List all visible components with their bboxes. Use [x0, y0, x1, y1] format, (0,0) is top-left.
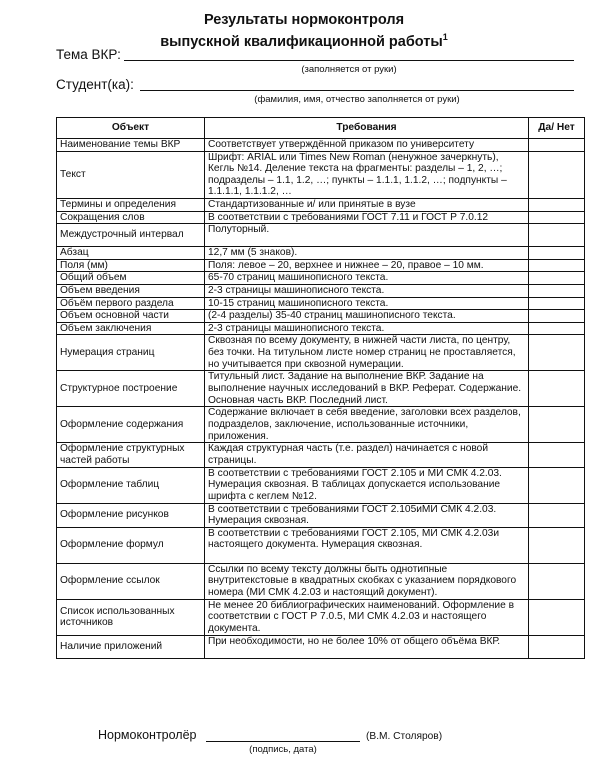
row-answer[interactable] — [529, 211, 585, 224]
row-requirement: 2-3 страницы машинописного текста. — [205, 284, 529, 297]
row-requirement: (2-4 разделы) 35-40 страниц машинописного текста. — [205, 310, 529, 323]
row-answer[interactable] — [529, 198, 585, 211]
row-answer[interactable] — [529, 247, 585, 260]
row-requirement: При необходимости, но не более 10% от общего объёма ВКР. — [205, 635, 529, 658]
row-object: Оформление рисунков — [57, 503, 205, 527]
table-row — [57, 443, 585, 467]
row-object: Термины и определения — [57, 198, 205, 211]
topic-hint: (заполняется от руки) — [301, 64, 397, 75]
row-object: Объем основной части — [57, 310, 205, 323]
row-object: Оформление структурных частей работы — [57, 443, 205, 467]
row-requirement: В соответствии с требованиями ГОСТ 7.11 и ГОСТ Р 7.0.12 — [205, 211, 529, 224]
row-answer[interactable] — [529, 467, 585, 503]
table-row — [57, 335, 585, 371]
row-requirement: Соответствует утверждённой приказом по университету — [205, 139, 529, 152]
row-object: Оформление ссылок — [57, 563, 205, 599]
table-row — [57, 151, 585, 198]
row-requirement: Не менее 20 библиографических наименований. Оформление в соответствии с ГОСТ Р 7.0.5, МИ СМК 4.2.03 и настоящего документа. — [205, 599, 529, 635]
row-answer[interactable] — [529, 224, 585, 247]
row-object: Сокращения слов — [57, 211, 205, 224]
row-requirement: 10-15 страниц машинописного текста. — [205, 297, 529, 310]
row-answer[interactable] — [529, 139, 585, 152]
table-row — [57, 247, 585, 260]
row-object: Абзац — [57, 247, 205, 260]
table-row — [57, 310, 585, 323]
row-answer[interactable] — [529, 407, 585, 443]
table-row — [57, 371, 585, 407]
header-object: Объект — [57, 118, 205, 139]
row-answer[interactable] — [529, 151, 585, 198]
row-answer[interactable] — [529, 335, 585, 371]
table-row — [57, 322, 585, 335]
row-object: Объем заключения — [57, 322, 205, 335]
table-row — [57, 635, 585, 658]
header-requirements: Требования — [205, 118, 529, 139]
row-object: Оформление формул — [57, 527, 205, 563]
table-row — [57, 503, 585, 527]
signature-hint: (подпись, дата) — [249, 744, 317, 755]
signature-label: Нормоконтролёр — [98, 728, 197, 742]
row-answer[interactable] — [529, 563, 585, 599]
title-line-2-text: выпускной квалификационной работы — [160, 33, 443, 50]
row-object: Объём первого раздела — [57, 297, 205, 310]
row-answer[interactable] — [529, 443, 585, 467]
table-row — [57, 198, 585, 211]
row-requirement: Сквозная по всему документу, в нижней части листа, по центру, без точки. На титульном листе номер страниц не проставляется, но учитывается при сквозной нумерации. — [205, 335, 529, 371]
topic-label: Тема ВКР: — [56, 47, 121, 62]
row-requirement: 12,7 мм (5 знаков). — [205, 247, 529, 260]
row-answer[interactable] — [529, 297, 585, 310]
row-requirement: В соответствии с требованиями ГОСТ 2.105 и МИ СМК 4.2.03. Нумерация сквозная. В таблицах допускается использование шрифта с кеглем №12. — [205, 467, 529, 503]
row-object: Нумерация страниц — [57, 335, 205, 371]
row-answer[interactable] — [529, 284, 585, 297]
row-answer[interactable] — [529, 371, 585, 407]
row-object: Междустрочный интервал — [57, 224, 205, 247]
row-object: Объем введения — [57, 284, 205, 297]
row-requirement: Полуторный. — [205, 224, 529, 247]
signature-line[interactable] — [206, 741, 360, 742]
row-requirement: В соответствии с требованиями ГОСТ 2.105, МИ СМК 4.2.03и настоящего документа. Нумерация сквозная. — [205, 527, 529, 563]
row-requirement: Поля: левое – 20, верхнее и нижнее – 20, правое – 10 мм. — [205, 259, 529, 272]
row-requirement: Ссылки по всему тексту должны быть однотипные внутритекстовые в квадратных скобках с указанием порядкового номера (МИ СМК 4.2.03 и настоящий документ). — [205, 563, 529, 599]
table-row — [57, 407, 585, 443]
table-row — [57, 563, 585, 599]
row-object: Наличие приложений — [57, 635, 205, 658]
row-object: Оформление содержания — [57, 407, 205, 443]
table-header-row — [57, 118, 585, 139]
table-row — [57, 272, 585, 285]
row-requirement: Шрифт: ARIAL или Times New Roman (ненужное зачеркнуть), Кегль №14. Деление текста на фрагменты: разделы – 1, 2, …; подразделы – 1.1, 1.2, …; пункты – 1.1.1, 1.1.2, …; подпункты – 1.1.1.1, 1.1.1.2, … — [205, 151, 529, 198]
row-requirement: Стандартизованные и/ или принятые в вузе — [205, 198, 529, 211]
row-answer[interactable] — [529, 322, 585, 335]
requirements-table — [56, 117, 585, 659]
title-line-1: Результаты нормоконтроля — [203, 12, 405, 28]
table-row — [57, 467, 585, 503]
signature-name: (В.М. Столяров) — [366, 731, 443, 742]
table-row — [57, 211, 585, 224]
row-requirement: 2-3 страницы машинописного текста. — [205, 322, 529, 335]
row-requirement: В соответствии с требованиями ГОСТ 2.105иМИ СМК 4.2.03. Нумерация сквозная. — [205, 503, 529, 527]
table-row — [57, 224, 585, 247]
row-requirement: 65-70 страниц машинописного текста. — [205, 272, 529, 285]
table-row — [57, 259, 585, 272]
student-input-line[interactable] — [140, 90, 574, 91]
row-answer[interactable] — [529, 599, 585, 635]
row-answer[interactable] — [529, 635, 585, 658]
topic-input-line[interactable] — [124, 60, 574, 61]
row-object: Наименование темы ВКР — [57, 139, 205, 152]
row-object: Текст — [57, 151, 205, 198]
table-row — [57, 599, 585, 635]
table-row — [57, 139, 585, 152]
row-answer[interactable] — [529, 272, 585, 285]
row-object: Общий объем — [57, 272, 205, 285]
row-answer[interactable] — [529, 503, 585, 527]
row-object: Структурное построение — [57, 371, 205, 407]
row-object: Оформление таблиц — [57, 467, 205, 503]
row-object: Поля (мм) — [57, 259, 205, 272]
row-requirement: Содержание включает в себя введение, заголовки всех разделов, подразделов, заключение, использованные источники, приложения. — [205, 407, 529, 443]
row-answer[interactable] — [529, 310, 585, 323]
row-object: Список использованных источников — [57, 599, 205, 635]
table-row — [57, 527, 585, 563]
header-yes-no: Да/ Нет — [529, 118, 585, 139]
row-requirement: Титульный лист. Задание на выполнение ВКР. Задание на выполнение научных исследований в ВКР. Реферат. Содержание. Основная часть ВКР. Последний лист. — [205, 371, 529, 407]
table-row — [57, 297, 585, 310]
title-footnote-mark: 1 — [442, 32, 448, 42]
row-answer[interactable] — [529, 527, 585, 563]
student-hint: (фамилия, имя, отчество заполняется от руки) — [254, 94, 460, 105]
student-label: Студент(ка): — [56, 77, 134, 92]
table-row — [57, 284, 585, 297]
row-requirement: Каждая структурная часть (т.е. раздел) начинается с новой страницы. — [205, 443, 529, 467]
row-answer[interactable] — [529, 259, 585, 272]
